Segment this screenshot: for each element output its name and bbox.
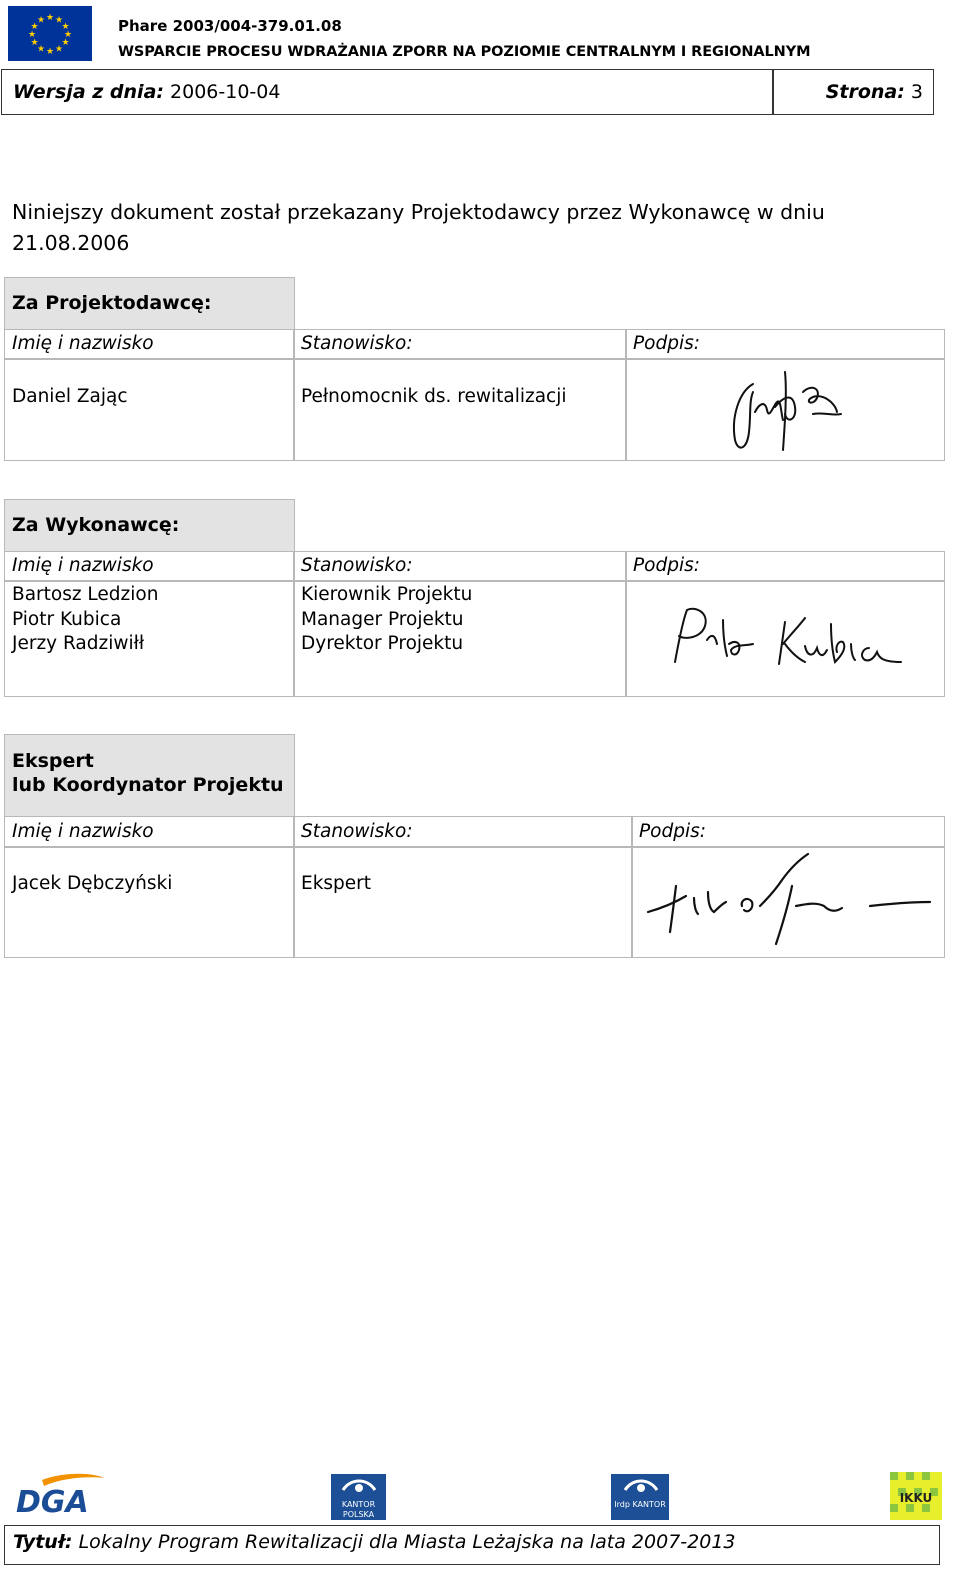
page-label: Strona:	[825, 81, 905, 103]
signer-positions-list	[301, 583, 472, 657]
signer-position: Dyrektor Projektu	[301, 633, 464, 654]
section-title-ekspert	[12, 749, 284, 797]
footer-title	[13, 1531, 736, 1553]
section-title-line: lub Koordynator Projektu	[12, 774, 284, 796]
svg-text:★: ★	[45, 13, 55, 23]
page-number: 3	[910, 81, 923, 103]
svg-text:★: ★	[36, 44, 46, 55]
signer-name: Daniel Zając	[12, 386, 128, 407]
signer-names-list	[12, 583, 158, 657]
table-header-divider	[4, 580, 945, 582]
table-header-divider	[4, 846, 945, 848]
section-title-line: Ekspert	[12, 750, 94, 772]
header-project-title: WSPARCIE PROCESU WDRAŻANIA ZPORR NA POZIOMIE CENTRALNYM I REGIONALNYM	[118, 44, 811, 60]
footer-title-value: Lokalny Program Rewitalizacji dla Miasta Leżajska na lata 2007-2013	[78, 1531, 736, 1553]
irdp-kantor-text: Irdp KANTOR	[614, 1500, 666, 1509]
column-header-name: Imię i nazwisko	[12, 555, 154, 576]
ikku-logo-text: IKKU	[899, 1491, 933, 1505]
dga-logo-text: DGA	[16, 1485, 89, 1520]
header-project-code: Phare 2003/004-379.01.08	[118, 17, 342, 35]
version-date: 2006-10-04	[170, 81, 281, 103]
kantor-polska-text: KANTOR POLSKA	[341, 1500, 376, 1519]
signer-position: Pełnomocnik ds. rewitalizacji	[301, 386, 567, 407]
column-header-signature: Podpis:	[639, 821, 706, 842]
kantor-polska-logo	[331, 1474, 386, 1520]
signer-name: Piotr Kubica	[12, 608, 122, 630]
table-col-divider	[293, 816, 295, 958]
signer-position: Ekspert	[301, 873, 372, 894]
signer-name: Bartosz Ledzion	[12, 584, 159, 605]
signature-image	[665, 600, 915, 675]
version-info	[13, 81, 280, 103]
table-col-divider	[293, 551, 295, 697]
column-header-signature: Podpis:	[633, 555, 700, 576]
signature-image	[642, 850, 937, 950]
svg-text:★: ★	[61, 38, 70, 48]
svg-text:★: ★	[54, 15, 64, 26]
dga-logo	[12, 1470, 107, 1520]
column-header-position: Stanowisko:	[301, 333, 413, 354]
column-header-name: Imię i nazwisko	[12, 821, 154, 842]
signer-name: Jacek Dębczyński	[12, 873, 173, 894]
svg-text:★: ★	[27, 30, 37, 40]
ikku-logo	[890, 1472, 942, 1520]
page-info	[826, 81, 923, 103]
svg-text:★: ★	[45, 47, 55, 57]
intro-text: Niniejszy dokument został przekazany Projektodawcy przez Wykonawcę w dniu 21.08.2006	[12, 200, 825, 255]
footer-title-label: Tytuł:	[13, 1531, 73, 1553]
signer-name: Jerzy Radziwiłł	[12, 633, 145, 654]
svg-text:★: ★	[61, 22, 70, 32]
section-title-projektodawca: Za Projektodawcę:	[12, 292, 212, 314]
svg-text:★: ★	[54, 44, 64, 55]
table-col-divider	[631, 816, 633, 958]
column-header-name: Imię i nazwisko	[12, 333, 154, 354]
section-title-wykonawca: Za Wykonawcę:	[12, 514, 180, 536]
version-label: Wersja z dnia:	[13, 81, 164, 103]
svg-text:★: ★	[30, 38, 39, 48]
column-header-position: Stanowisko:	[301, 555, 413, 576]
irdp-kantor-logo	[611, 1474, 669, 1520]
eu-stars-icon	[8, 6, 92, 61]
signature-image	[725, 362, 855, 457]
table-header-divider	[4, 358, 945, 360]
svg-text:★: ★	[36, 15, 46, 26]
table-col-divider	[625, 551, 627, 697]
irdp-emblem-icon	[611, 1474, 669, 1498]
column-header-position: Stanowisko:	[301, 821, 413, 842]
svg-text:★: ★	[30, 22, 39, 32]
table-col-divider	[293, 329, 295, 461]
signer-position: Kierownik Projektu	[301, 584, 473, 605]
table-col-divider	[625, 329, 627, 461]
column-header-signature: Podpis:	[633, 333, 700, 354]
eu-flag-logo	[8, 6, 92, 61]
signer-position: Manager Projektu	[301, 608, 464, 630]
kantor-emblem-icon	[331, 1474, 386, 1498]
header-divider	[772, 69, 774, 115]
svg-text:★: ★	[63, 30, 73, 40]
